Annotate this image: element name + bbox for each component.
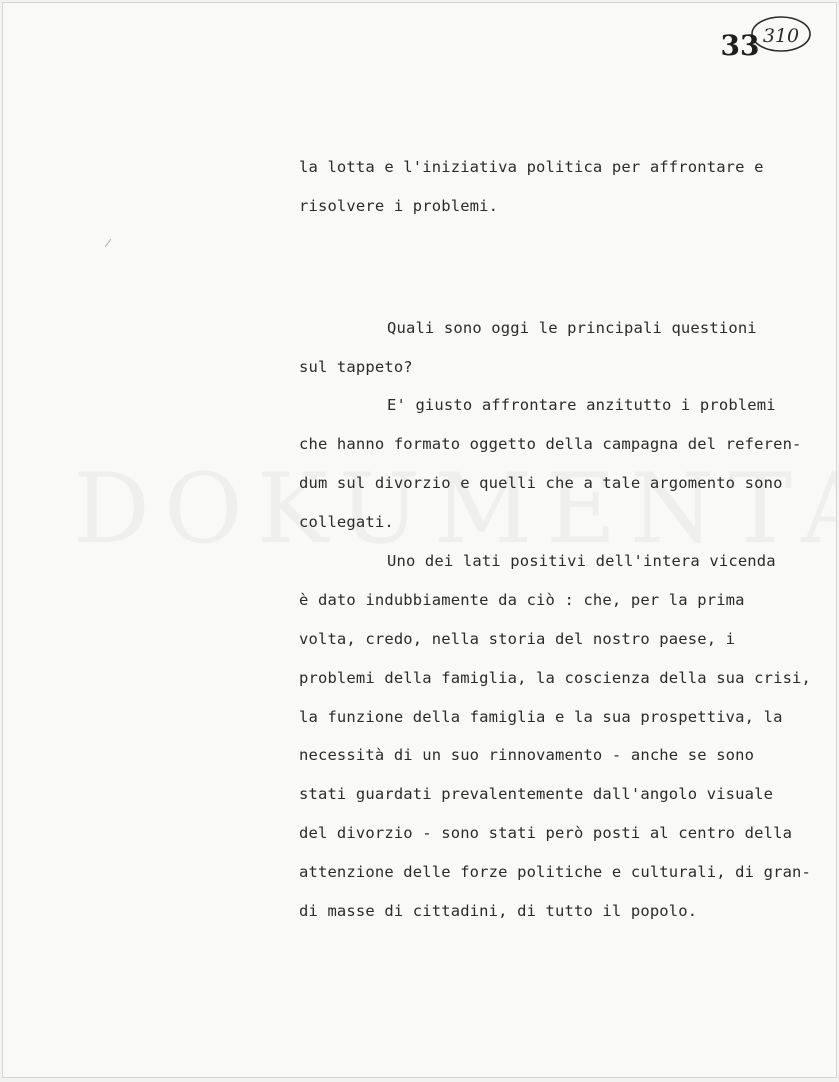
text-line: E' giusto affrontare anzitutto i problemi [387,396,776,414]
text-line: necessità di un suo rinnovamento - anche se sono [299,746,755,764]
text-line: risolvere i problemi. [299,197,499,215]
text-line: stati guardati prevalentemente dall'angolo visuale [299,785,774,803]
text-line: volta, credo, nella storia del nostro paese, i [299,630,736,648]
text-line: collegati. [299,513,394,531]
text-line: che hanno formato oggetto della campagna del referen- [299,435,802,453]
document-page [2,2,837,1078]
text-line: di masse di cittadini, di tutto il popolo. [299,902,698,920]
text-line: la funzione della famiglia e la sua prospettiva, la [299,708,783,726]
text-line: sul tappeto? [299,358,413,376]
text-line: è dato indubbiamente da ciò : che, per la prima [299,591,745,609]
text-line: problemi della famiglia, la coscienza della sua crisi, [299,669,812,687]
page-number-circled: 310 [762,25,800,47]
body-text [3,3,836,1077]
page-number-main: 33 [720,29,760,62]
text-line: del divorzio - sono stati però posti al centro della [299,824,793,842]
text-line: Uno dei lati positivi dell'intera vicenda [387,552,776,570]
text-line: la lotta e l'iniziativa politica per affrontare e [299,158,764,176]
text-line: dum sul divorzio e quelli che a tale argomento sono [299,474,783,492]
text-line: Quali sono oggi le principali questioni [387,319,757,337]
text-line: attenzione delle forze politiche e culturali, di gran- [299,863,812,881]
